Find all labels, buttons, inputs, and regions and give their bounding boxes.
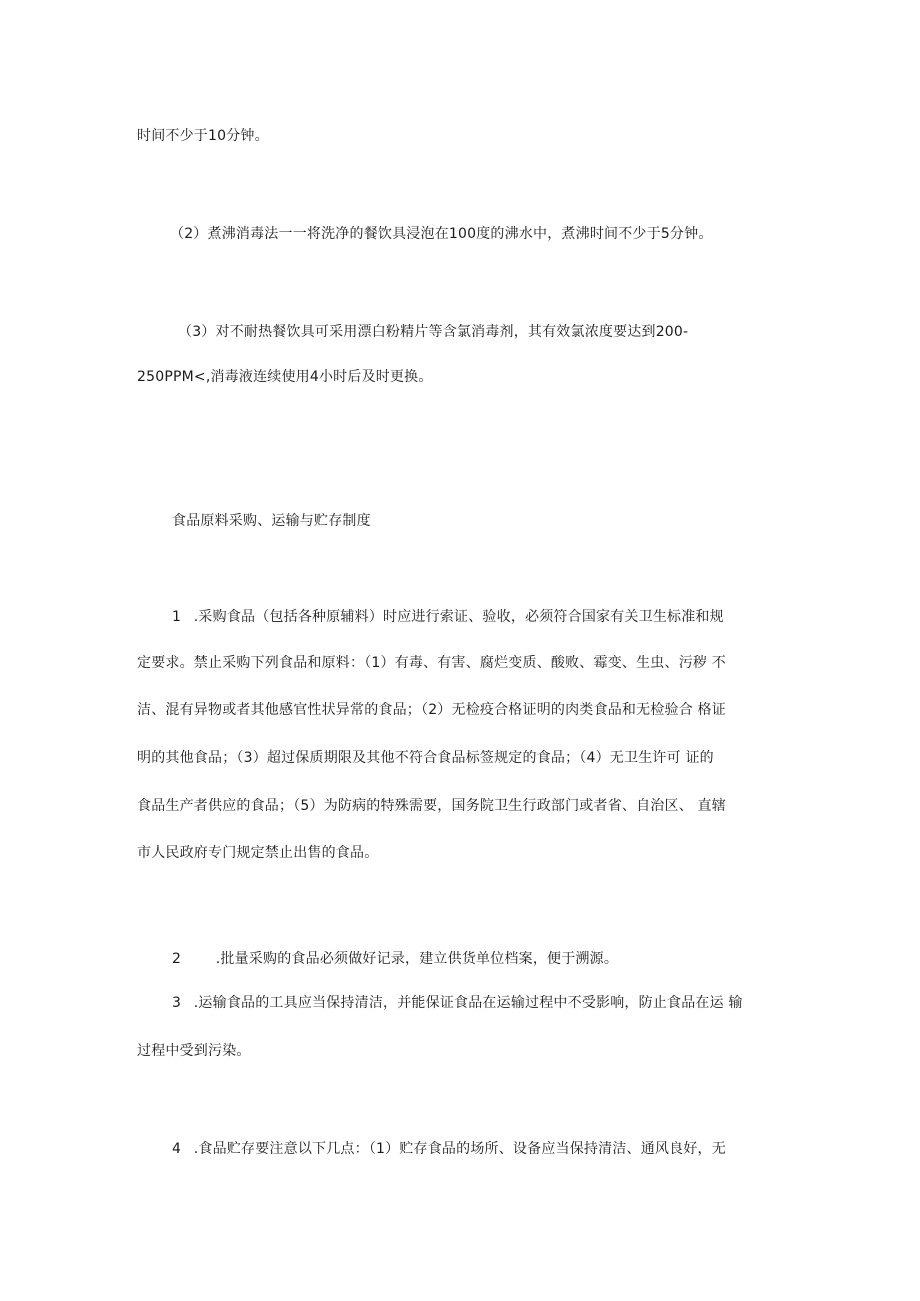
continuation-text: 时间不少于10分钟。 [137,128,269,144]
paragraph-3-line-1: .运输食品的工具应当保持清洁，并能保证食品在运输过程中不受影响，防止食品在运 输 [193,995,743,1011]
paragraph-3-line-2: 过程中受到污染。 [137,1043,251,1059]
paragraph-1-number: 1 [172,609,182,625]
paragraph-4-number: 4 [172,1141,182,1157]
paragraph-2-text: .批量采购的食品必须做好记录，建立供货单位档案，便于溯源。 [215,951,619,967]
paragraph-3-number: 3 [172,995,182,1011]
paragraph-1-line-6: 市人民政府专门规定禁止出售的食品。 [137,845,379,861]
item-2-text: （2）煮沸消毒法一一将洗净的餐饮具浸泡在100度的沸水中，煮沸时间不少于5分钟。 [170,226,713,242]
item-3-line-2: 250PPM<,消毒液连续使用4小时后及时更换。 [137,369,433,385]
paragraph-1-line-4: 明的其他食品；（3）超过保质期限及其他不符合食品标签规定的食品；（4）无卫生许可 证的 [137,750,714,766]
paragraph-2-number: 2 [172,951,182,967]
paragraph-1-line-5: 食品生产者供应的食品；（5）为防病的特殊需要，国务院卫生行政部门或者省、自治区、 直辖 [137,798,726,814]
paragraph-3-first-line [172,993,743,1013]
item-3-line-1: （3）对不耐热餐饮具可采用漂白粉精片等含氯消毒剂，其有效氯浓度要达到200- [178,324,689,340]
paragraph-2 [172,949,618,969]
paragraph-1-line-3: 洁、混有异物或者其他感官性状异常的食品；（2）无检疫合格证明的肉类食品和无检验合 格证 [137,702,726,718]
paragraph-1-first-line [172,607,724,627]
paragraph-1-line-2: 定要求。禁止采购下列食品和原料：（1）有毒、有害、腐烂变质、酸败、霉变、生虫、污秽 不 [137,655,726,671]
section-title: 食品原料采购、运输与贮存制度 [172,513,371,529]
paragraph-4-line-1: .食品贮存要注意以下几点：（1）贮存食品的场所、设备应当保持清洁、通风良好，无 [193,1141,726,1157]
paragraph-4-first-line [172,1139,726,1159]
paragraph-1-line-1: .采购食品（包括各种原辅料）时应进行索证、验收，必须符合国家有关卫生标准和规 [193,609,724,625]
